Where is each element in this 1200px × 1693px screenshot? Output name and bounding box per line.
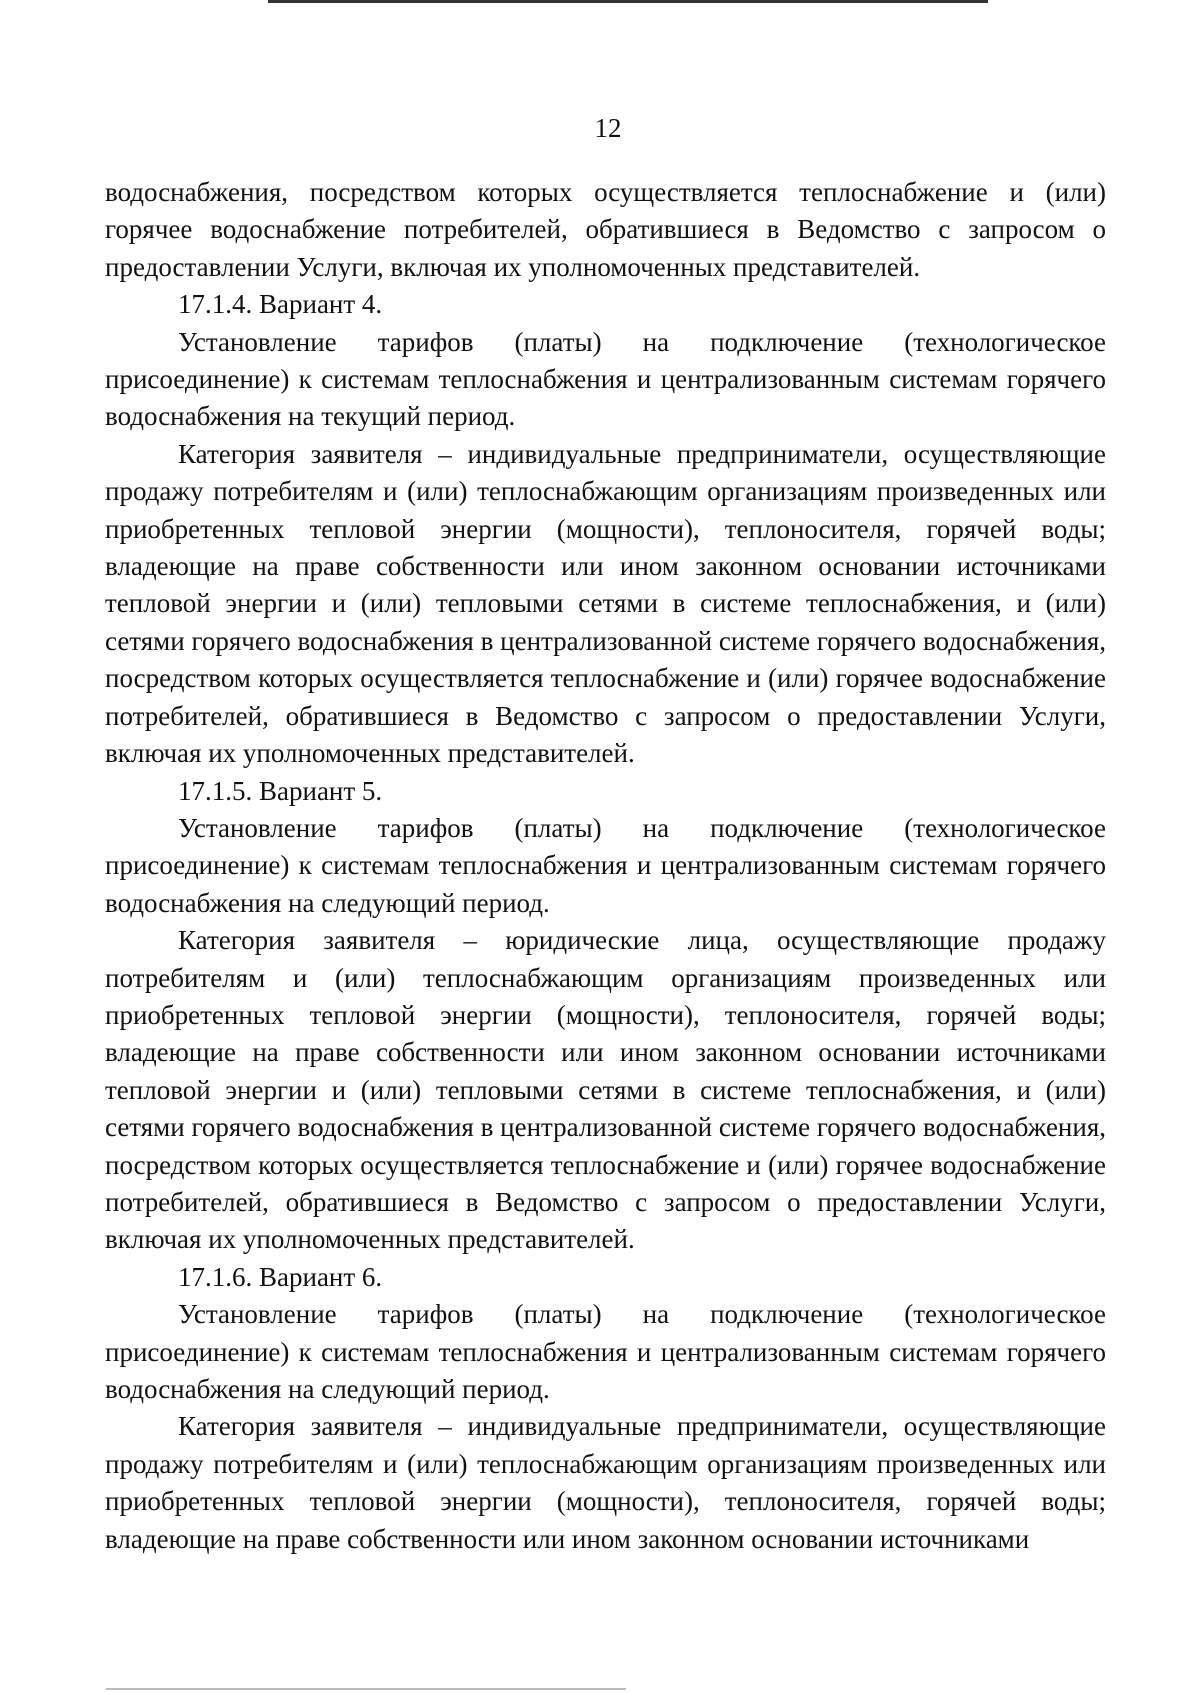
section-heading-variant-5: 17.1.5. Вариант 5. — [178, 775, 383, 806]
scan-edge-bottom — [106, 1688, 626, 1690]
paragraph-variant-4-description: Установление тарифов (платы) на подключение (технологическое присоединение) к системам теплоснабжения и централизованным системам горячего водоснабжения на текущий период. — [105, 326, 1106, 432]
paragraph-continuation: водоснабжения, посредством которых осуществляется теплоснабжение и (или) горячее водоснабжение потребителей, обратившиеся в Ведомство с запросом о предоставлении Услуги, включая их уполномоченных представителей. — [105, 177, 1106, 282]
paragraph-variant-6-applicant-category: Категория заявителя – индивидуальные предприниматели, осуществляющие продажу потребителям и (или) теплоснабжающим организациям произведенных или приобретенных тепловой энергии (мощности), теплоносителя, горячей воды; владеющие на праве собственности или ином законном основании источниками — [105, 1411, 1106, 1554]
section-heading-variant-4: 17.1.4. Вариант 4. — [178, 289, 383, 320]
paragraph-variant-5-description: Установление тарифов (платы) на подключение (технологическое присоединение) к системам теплоснабжения и централизованным системам горячего водоснабжения на следующий период. — [105, 812, 1106, 918]
paragraph-variant-6-description: Установление тарифов (платы) на подключение (технологическое присоединение) к системам теплоснабжения и централизованным системам горячего водоснабжения на следующий период. — [105, 1299, 1106, 1404]
section-heading-variant-6: 17.1.6. Вариант 6. — [178, 1261, 383, 1292]
paragraph-variant-4-applicant-category: Категория заявителя – индивидуальные предприниматели, осуществляющие продажу потребителям и (или) теплоснабжающим организациям произведенных или приобретенных тепловой энергии (мощности), теплоносителя, горячей воды; владеющие на праве собственности или ином законном основании источниками тепловой энергии и (или) тепловыми сетями в системе теплоснабжения, и (или) сетями горячего водоснабжения в централизованной системе горячего водоснабжения, посредством которых осуществляется теплоснабжение и (или) горячее водоснабжение потребителей, обратившиеся в Ведомство с запросом о предоставлении Услуги, включая их уполномоченных представителей. — [105, 438, 1106, 769]
page-number: 12 — [594, 113, 622, 143]
paragraph-variant-5-applicant-category: Категория заявителя – юридические лица, осуществляющие продажу потребителям и (или) теплоснабжающим организациям произведенных или приобретенных тепловой энергии (мощности), теплоносителя, горячей воды; владеющие на праве собственности или ином законном основании источниками тепловой энергии и (или) тепловыми сетями в системе теплоснабжения, и (или) сетями горячего водоснабжения в централизованной системе горячего водоснабжения, посредством которых осуществляется теплоснабжение и (или) горячее водоснабжение потребителей, обратившиеся в Ведомство с запросом о предоставлении Услуги, включая их уполномоченных представителей. — [105, 925, 1106, 1255]
scan-edge-top — [268, 0, 988, 3]
document-body — [105, 174, 1106, 1558]
